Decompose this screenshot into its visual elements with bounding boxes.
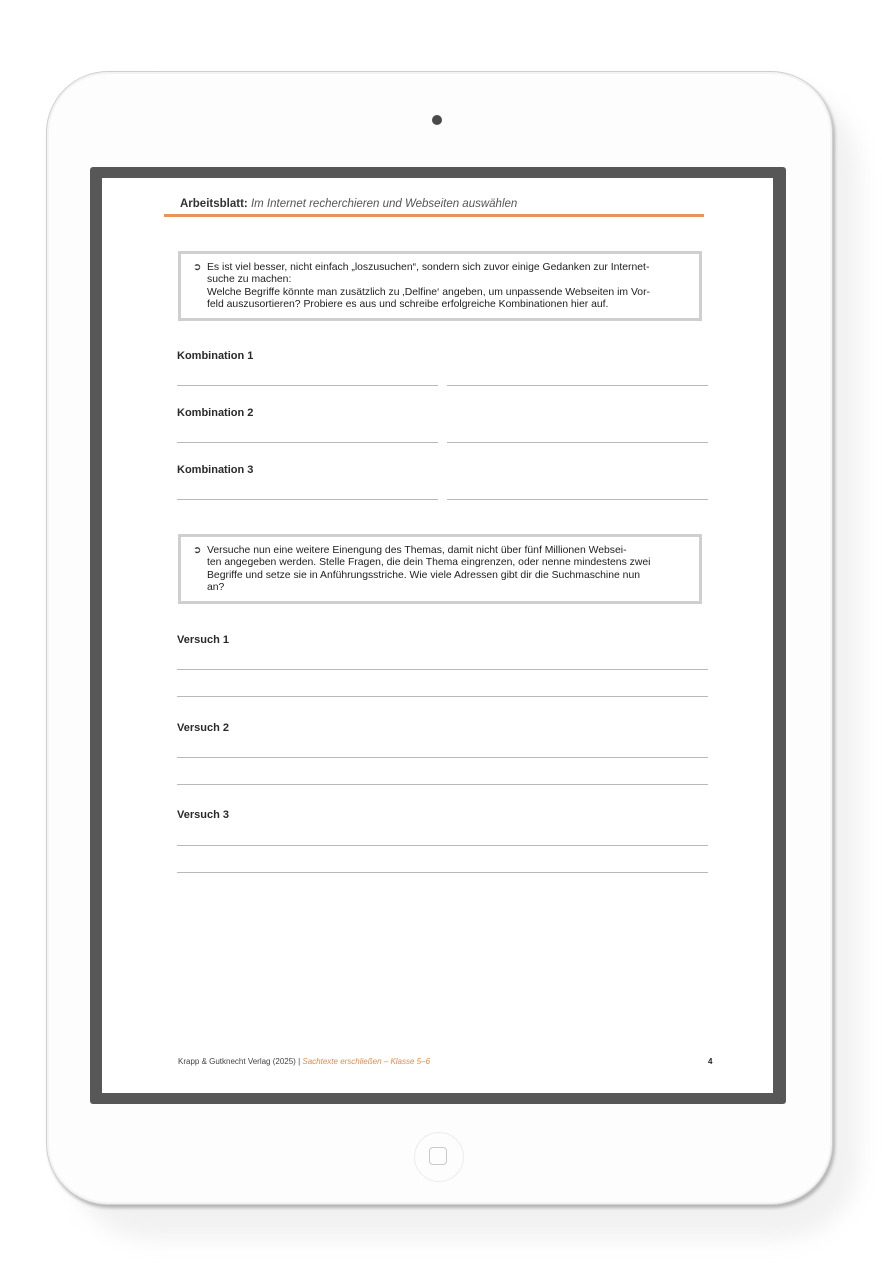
header-title: Im Internet recherchieren und Webseiten auswählen — [250, 198, 518, 210]
combination-2-field-a[interactable] — [177, 442, 438, 443]
footer-publisher: Krapp & Gutknecht Verlag (2025) | — [178, 1057, 301, 1066]
header-label: Arbeitsblatt: — [180, 198, 248, 210]
combination-label-3: Kombination 3 — [177, 464, 254, 476]
combination-3-field-b[interactable] — [447, 499, 708, 500]
camera-icon — [432, 115, 442, 125]
attempt-label-2: Versuch 2 — [177, 722, 229, 734]
footer — [178, 1057, 430, 1066]
attempt-2-line-2[interactable] — [177, 784, 708, 785]
attempt-3-line-2[interactable] — [177, 872, 708, 873]
task-box-2 — [178, 534, 702, 604]
footer-book-title: Sachtexte erschließen – Klasse 5–6 — [302, 1057, 431, 1066]
task-1-line: suche zu machen: — [207, 274, 292, 286]
task-1-line: Es ist viel besser, nicht einfach „loszusuchen“, sondern sich zuvor einige Gedanken zur Internet- — [207, 262, 650, 273]
attempt-label-1: Versuch 1 — [177, 634, 229, 646]
combination-1-field-a[interactable] — [177, 385, 438, 386]
attempt-2-line-1[interactable] — [177, 757, 708, 758]
task-1-text — [207, 262, 687, 312]
combination-2-field-b[interactable] — [447, 442, 708, 443]
attempt-1-line-1[interactable] — [177, 669, 708, 670]
attempt-3-line-1[interactable] — [177, 845, 708, 846]
task-2-line: ten angegeben werden. Stelle Fragen, die dein Thema eingrenzen, oder nenne mindestens zwei — [207, 557, 651, 569]
attempt-1-line-2[interactable] — [177, 696, 708, 697]
home-square-icon — [429, 1147, 447, 1165]
worksheet-header — [180, 198, 700, 210]
task-2-line: Begriffe und setze sie in Anführungsstriche. Wie viele Adressen gibt dir die Suchmaschine nun — [207, 569, 640, 581]
page-number: 4 — [708, 1057, 713, 1066]
combination-3-field-a[interactable] — [177, 499, 438, 500]
worksheet-page — [102, 178, 773, 1093]
combination-label-2: Kombination 2 — [177, 407, 254, 419]
task-1-line: feld auszusortieren? Probiere es aus und schreibe erfolgreiche Kombinationen hier auf. — [207, 299, 609, 311]
header-rule — [164, 214, 704, 217]
combination-label-1: Kombination 1 — [177, 350, 254, 362]
task-2-text — [207, 545, 687, 595]
task-2-line: an? — [207, 582, 225, 594]
arrow-circle-icon: ➲ — [193, 262, 202, 273]
arrow-circle-icon: ➲ — [193, 545, 202, 556]
attempt-label-3: Versuch 3 — [177, 809, 229, 821]
task-1-line: Welche Begriffe könnte man zusätzlich zu ‚Delfine‘ angeben, um unpassende Webseiten im Vor- — [207, 286, 651, 298]
task-box-1 — [178, 251, 702, 321]
combination-1-field-b[interactable] — [447, 385, 708, 386]
task-2-line: Versuche nun eine weitere Einengung des Themas, damit nicht über fünf Millionen Websei- — [207, 545, 627, 556]
